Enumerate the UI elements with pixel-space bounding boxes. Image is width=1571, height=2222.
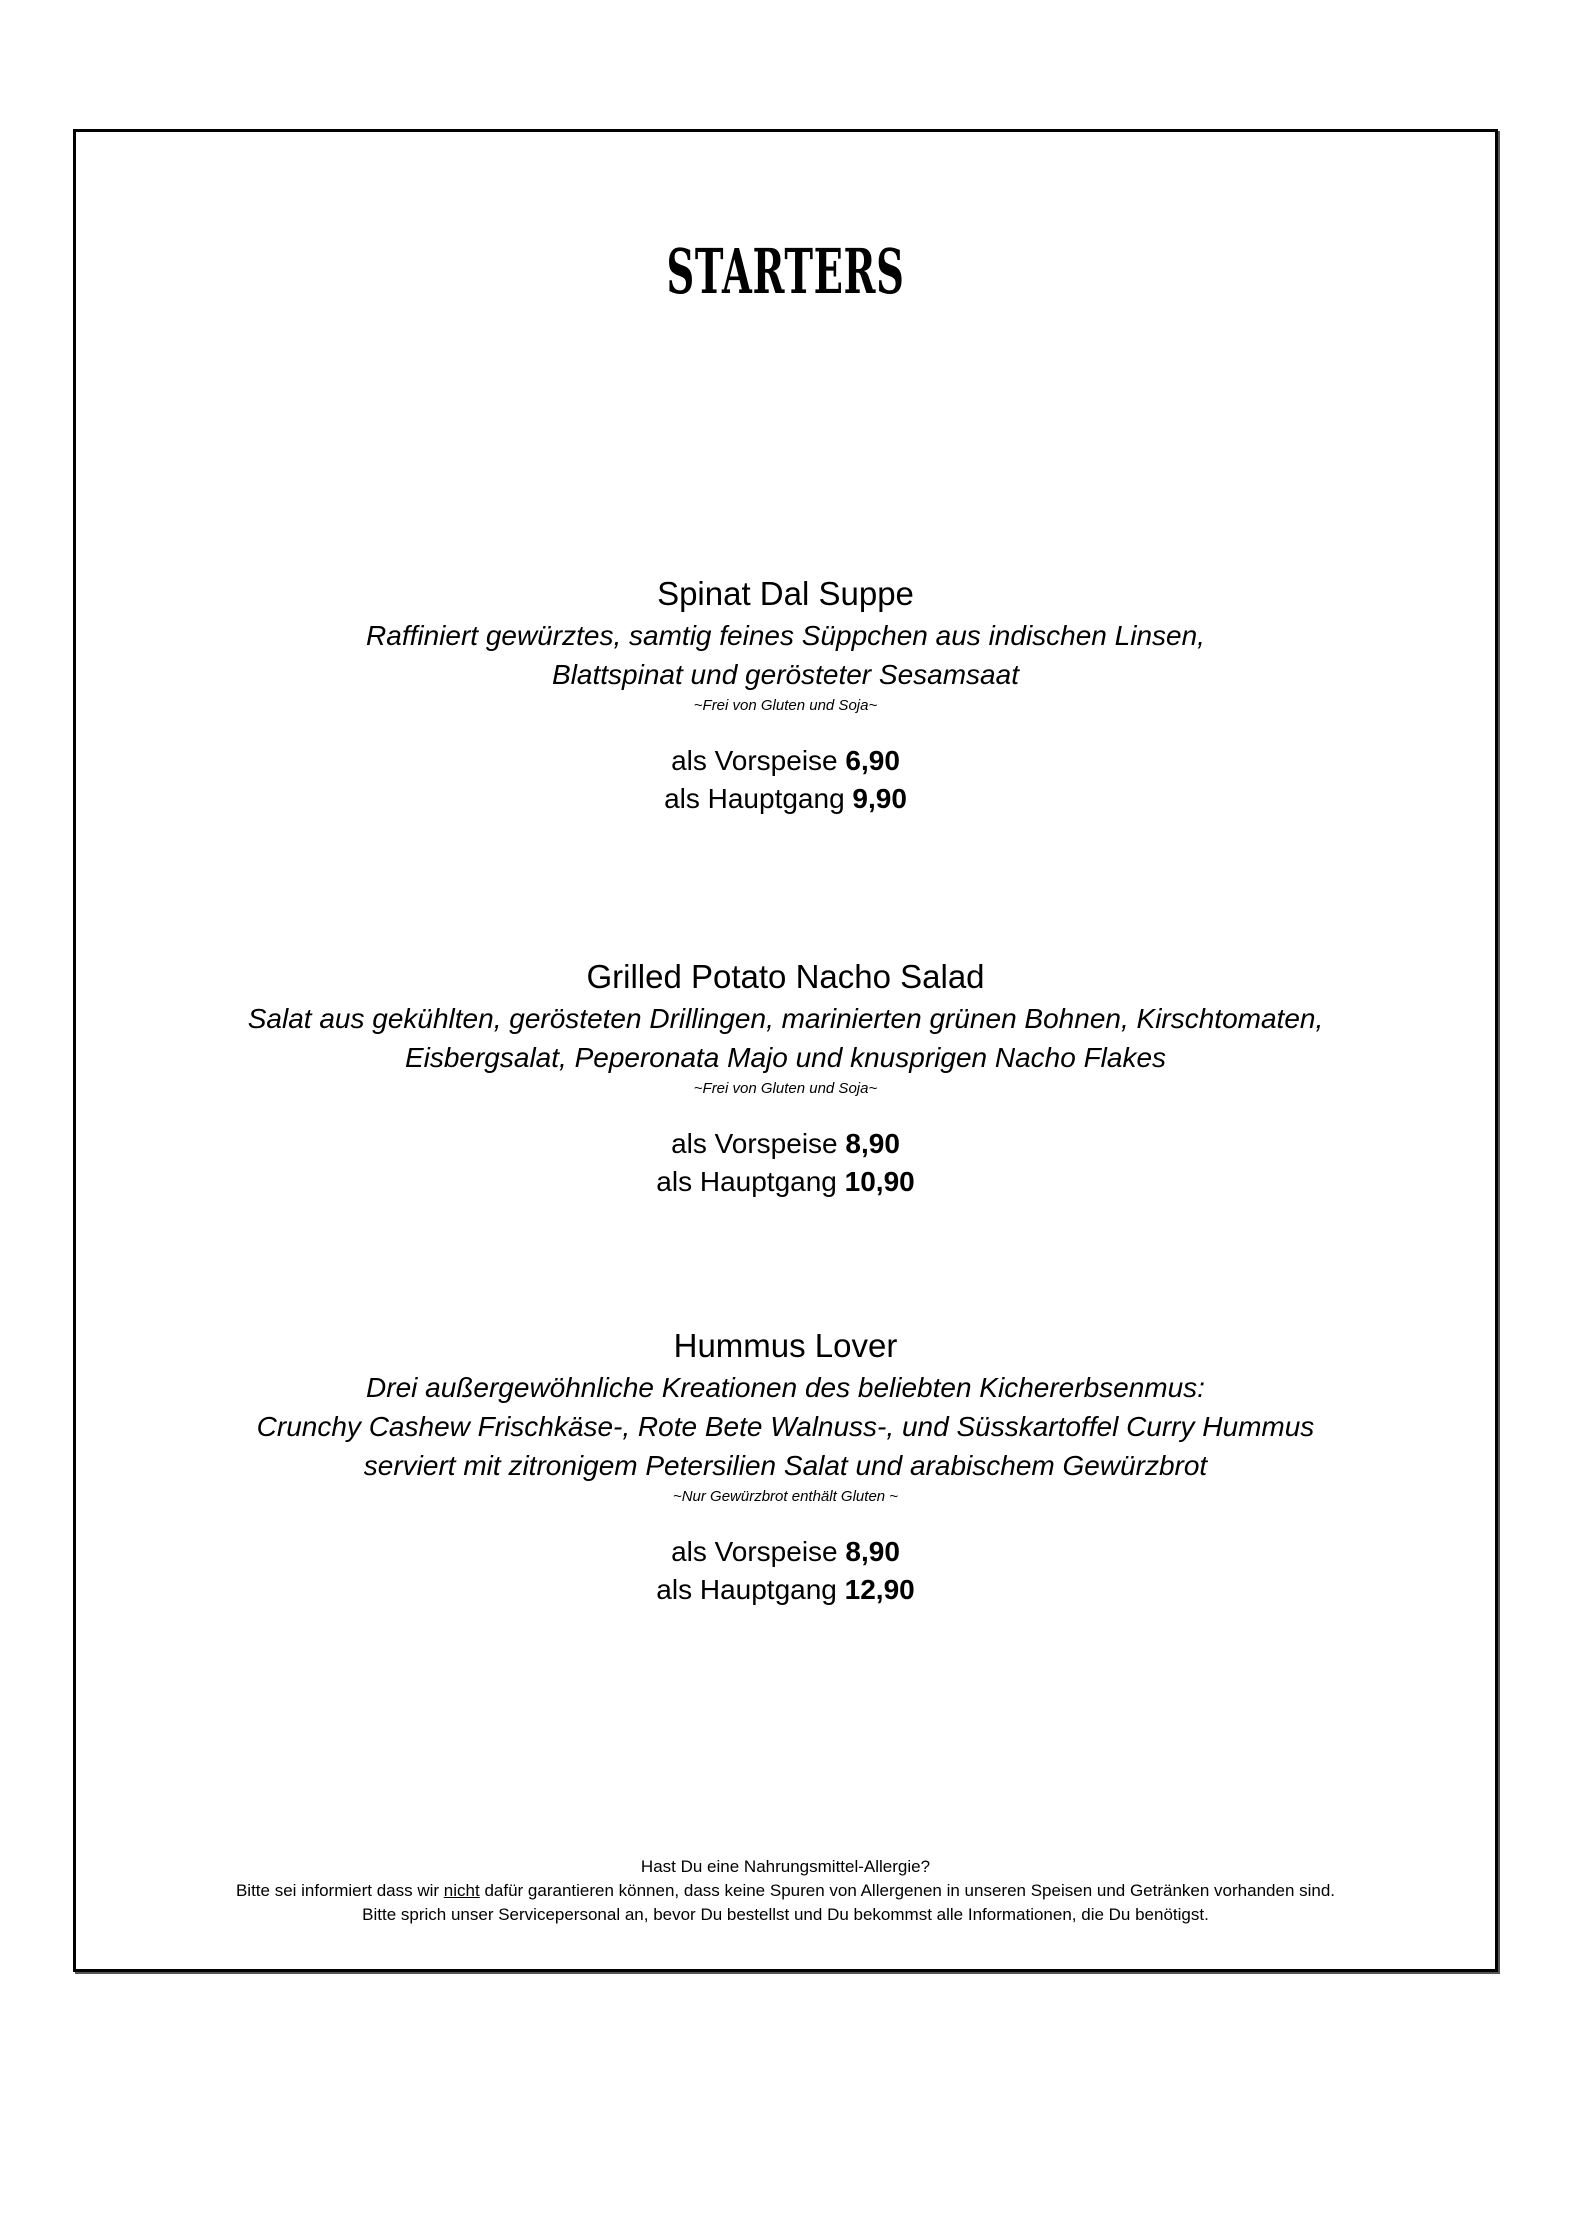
- item-name: Hummus Lover: [673, 1327, 898, 1364]
- price-value: 8,90: [845, 1128, 900, 1159]
- disclaimer-emphasis: nicht: [443, 1881, 480, 1900]
- item-description-line: Blattspinat und gerösteter Sesamsaat: [552, 659, 1019, 690]
- disclaimer-text: dafür garantieren können, dass keine Spuren von Allergenen in unseren Speisen und Getränken vorhanden sind.: [479, 1881, 1336, 1900]
- price-line-main: [0, 1163, 1571, 1201]
- item-description-line: serviert mit zitronigem Petersilien Salat und arabischem Gewürzbrot: [363, 1450, 1208, 1481]
- price-block: [0, 1533, 1571, 1609]
- menu-item-grilled-potato-nacho-salad: [0, 955, 1571, 1201]
- price-line-starter: [0, 742, 1571, 780]
- price-label: als Vorspeise: [671, 1536, 838, 1567]
- item-description-line: Salat aus gekühlten, gerösteten Drillingen, marinierten grünen Bohnen, Kirschtomaten,: [247, 1003, 1324, 1034]
- item-dietary-note: ~Frei von Gluten und Soja~: [693, 697, 878, 714]
- item-dietary-note: ~Frei von Gluten und Soja~: [693, 1080, 878, 1097]
- menu-item-hummus-lover: [0, 1324, 1571, 1609]
- price-value: 10,90: [844, 1166, 915, 1197]
- price-label: als Vorspeise: [671, 745, 838, 776]
- item-name: Grilled Potato Nacho Salad: [586, 958, 985, 995]
- allergy-instruction: Bitte sprich unser Servicepersonal an, bevor Du bestellst und Du bekommst alle Informationen, die Du benötigst.: [362, 1905, 1209, 1924]
- price-label: als Hauptgang: [664, 783, 845, 814]
- allergy-question: Hast Du eine Nahrungsmittel-Allergie?: [640, 1857, 931, 1876]
- menu-item-spinat-dal-suppe: [0, 572, 1571, 818]
- item-name: Spinat Dal Suppe: [657, 575, 914, 612]
- price-line-main: [0, 780, 1571, 818]
- item-description-line: Crunchy Cashew Frischkäse-, Rote Bete Walnuss-, und Süsskartoffel Curry Hummus: [256, 1411, 1315, 1442]
- price-block: [0, 742, 1571, 818]
- item-description-line: Drei außergewöhnliche Kreationen des beliebten Kichererbsenmus:: [366, 1372, 1205, 1403]
- price-line-starter: [0, 1533, 1571, 1571]
- allergy-disclaimer: [0, 1879, 1571, 1903]
- price-label: als Hauptgang: [656, 1574, 837, 1605]
- page-title: STARTERS: [666, 235, 905, 308]
- price-line-starter: [0, 1125, 1571, 1163]
- price-value: 9,90: [852, 783, 907, 814]
- item-description-line: Raffiniert gewürztes, samtig feines Süppchen aus indischen Linsen,: [366, 620, 1205, 651]
- price-value: 6,90: [845, 745, 900, 776]
- allergy-notice: [0, 1855, 1571, 1927]
- disclaimer-text: Bitte sei informiert dass wir: [235, 1881, 444, 1900]
- price-block: [0, 1125, 1571, 1201]
- price-label: als Hauptgang: [656, 1166, 837, 1197]
- price-label: als Vorspeise: [671, 1128, 838, 1159]
- item-dietary-note: ~Nur Gewürzbrot enthält Gluten ~: [672, 1488, 899, 1505]
- price-value: 12,90: [844, 1574, 915, 1605]
- item-description-line: Eisbergsalat, Peperonata Majo und knusprigen Nacho Flakes: [404, 1042, 1167, 1073]
- price-value: 8,90: [845, 1536, 900, 1567]
- price-line-main: [0, 1571, 1571, 1609]
